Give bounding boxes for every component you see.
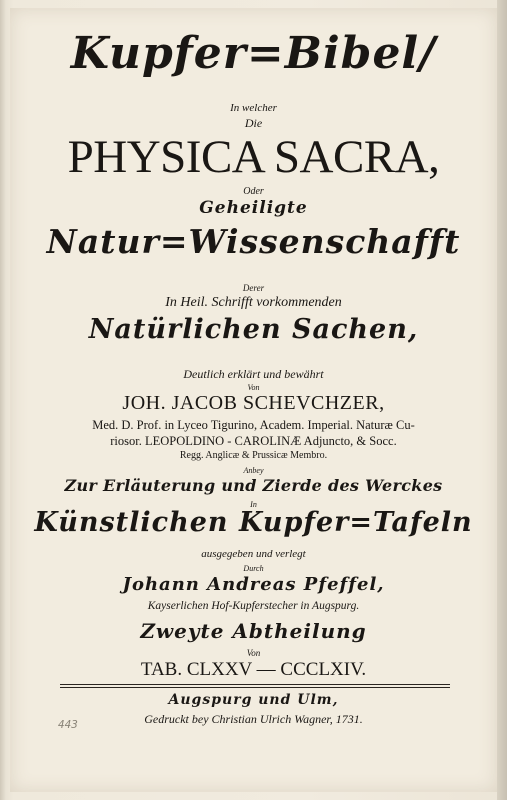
text-anbey: Anbey [243, 466, 264, 475]
kunstlichen-kupfer-tafeln-title: Künstlichen Kupfer=Tafeln [34, 507, 473, 538]
text-in-welcher: In welcher [230, 102, 277, 114]
zweyte-abtheilung: Zweyte Abtheilung [140, 619, 367, 643]
text-deutlich-erklaert: Deutlich erklärt und bewährt [183, 367, 324, 381]
imprint-place: Augspurg und Ulm, [168, 692, 339, 708]
tab-range: TAB. CLXXV — CCCLXIV. [140, 659, 367, 680]
physica-sacra-title: PHYSICA SACRA, [67, 131, 440, 183]
text-die: Die [244, 116, 263, 130]
divider-rule-top [60, 684, 450, 685]
divider-rule-bottom [60, 687, 450, 688]
text-von-tab: Von [246, 648, 261, 658]
imprint-printer: Gedruckt bey Christian Ulrich Wagner, 1731. [144, 712, 363, 726]
text-in-heil-schrifft: In Heil. Schrifft vorkommenden [165, 295, 342, 310]
text-von: Von [247, 383, 260, 392]
text-durch: Durch [243, 564, 264, 573]
natuerlichen-sachen-title: Natürlichen Sachen, [88, 314, 419, 345]
author-credentials-line-1: Med. D. Prof. in Lyceo Tigurino, Academ. Imperial. Naturæ Cu- [92, 418, 415, 432]
main-title: Kupfer=Bibel/ [70, 28, 437, 79]
author-credentials-line-2: riosor. LEOPOLDINO - CAROLINÆ Adjuncto, & Socc. [110, 434, 397, 448]
author-credentials-line-3: Regg. Anglicæ & Prussicæ Membro. [179, 450, 328, 461]
text-in: In [250, 500, 257, 509]
text-derer: Derer [242, 283, 265, 293]
text-zur-erlaeuterung: Zur Erläuterung und Zierde des Werckes [64, 476, 443, 495]
author-name: JOH. JACOB SCHEVCHZER, [122, 392, 385, 414]
text-ausgegeben: ausgegeben und verlegt [201, 548, 306, 560]
text-geheiligte: Geheiligte [199, 198, 308, 218]
publisher-title: Kayserlichen Hof-Kupferstecher in Augspurg. [147, 600, 360, 612]
natur-wissenschafft-title: Natur=Wissenschafft [46, 222, 461, 261]
pencil-annotation: 443 [58, 718, 78, 731]
publisher-name: Johann Andreas Pfeffel, [122, 574, 385, 595]
text-oder: Oder [243, 186, 264, 197]
